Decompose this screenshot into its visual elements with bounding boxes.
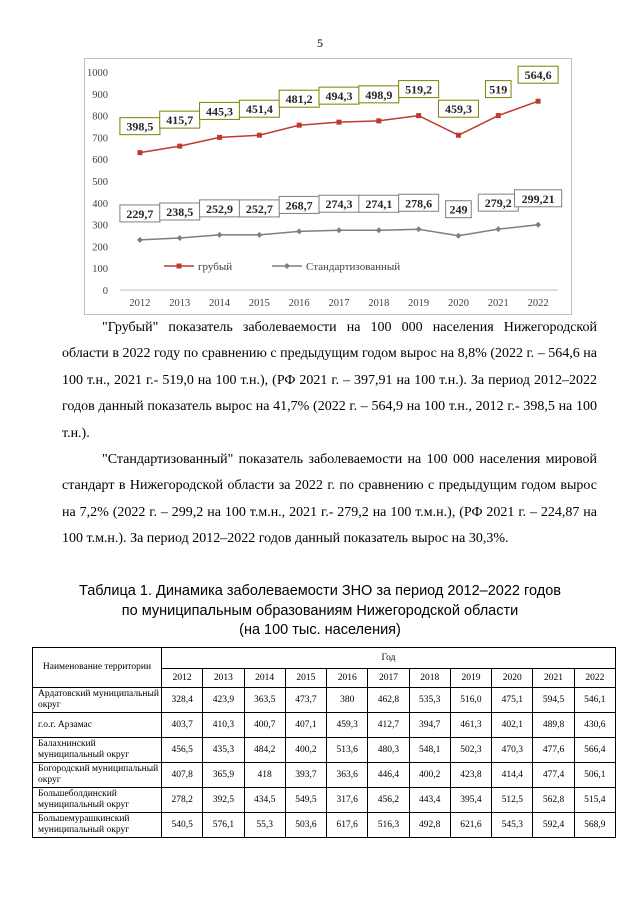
x-tick-label: 2019 [408,298,430,309]
x-tick-label: 2016 [288,298,310,309]
data-label: 519 [489,82,508,97]
table-cell: 402,1 [492,713,533,738]
table-cell: 546,1 [574,688,615,713]
data-label: 252,9 [206,201,234,216]
y-tick-label: 500 [92,177,108,188]
year-column-header: 2015 [285,669,326,688]
table-row [33,813,616,838]
data-label: 229,7 [126,206,154,221]
data-point [257,133,262,138]
data-label: 459,3 [444,102,472,117]
data-label: 252,7 [245,201,273,216]
data-point [137,150,142,155]
line-chart [84,58,572,315]
table-cell: 480,3 [368,738,409,763]
table-cell: 365,9 [203,763,244,788]
data-label: 451,4 [245,102,273,117]
data-label: 299,21 [521,191,555,206]
data-label: 445,3 [206,104,234,119]
table-row [33,738,616,763]
table-cell: 484,2 [244,738,285,763]
table-row [33,763,616,788]
y-tick-label: 600 [92,155,108,167]
year-column-header: 2021 [533,669,574,688]
incidence-table [32,647,616,838]
y-tick-label: 1000 [87,68,108,79]
table-cell: 392,5 [203,788,244,813]
table-cell: 516,3 [368,813,409,838]
table-cell: 317,6 [327,788,368,813]
data-label: 238,5 [166,205,194,220]
table-cell: 477,6 [533,738,574,763]
data-label: 249 [449,202,468,217]
data-label: 494,3 [325,89,353,104]
table-cell: 456,5 [162,738,203,763]
territory-name: г.о.г. Арзамас [33,713,162,738]
table-cell: 434,5 [244,788,285,813]
x-tick-label: 2017 [328,298,350,309]
territory-header: Наименование территории [33,648,162,688]
table-cell: 412,7 [368,713,409,738]
table-cell: 594,5 [533,688,574,713]
x-tick-label: 2020 [447,298,469,309]
data-label: 274,1 [365,197,393,212]
territory-name: Балахнинский муниципальный округ [33,738,162,763]
table-cell: 489,8 [533,713,574,738]
table-cell: 535,3 [409,688,450,713]
data-point [416,113,421,118]
table-cell: 394,7 [409,713,450,738]
table-cell: 492,8 [409,813,450,838]
table-cell: 473,7 [285,688,326,713]
table-caption [0,582,640,641]
table-cell: 506,1 [574,763,615,788]
y-tick-label: 400 [92,198,108,210]
table-cell: 278,2 [162,788,203,813]
data-point [536,99,541,104]
year-column-header: 2017 [368,669,409,688]
x-tick-label: 2018 [368,298,390,309]
table-cell: 475,1 [492,688,533,713]
table-cell: 462,8 [368,688,409,713]
table-cell: 617,6 [327,813,368,838]
table-cell: 395,4 [450,788,491,813]
year-column-header: 2016 [327,669,368,688]
year-column-header: 2018 [409,669,450,688]
legend-label: Стандартизованный [306,261,401,273]
data-point [217,135,222,140]
table-cell: 407,1 [285,713,326,738]
year-column-header: 2014 [244,669,285,688]
table-cell: 393,7 [285,763,326,788]
x-tick-label: 2021 [487,298,509,309]
table-cell: 55,3 [244,813,285,838]
data-label: 519,2 [405,82,433,97]
table-cell: 380 [327,688,368,713]
x-tick-label: 2012 [129,298,151,309]
data-label: 415,7 [166,113,194,128]
table-cell: 470,3 [492,738,533,763]
table-cell: 456,2 [368,788,409,813]
table-cell: 576,1 [203,813,244,838]
table-cell: 512,5 [492,788,533,813]
y-tick-label: 200 [92,242,108,254]
table-cell: 513,6 [327,738,368,763]
table-cell: 407,8 [162,763,203,788]
table-cell: 410,3 [203,713,244,738]
year-column-header: 2022 [574,669,615,688]
table-cell: 515,4 [574,788,615,813]
table-cell: 549,5 [285,788,326,813]
table-row [33,713,616,738]
table-cell: 592,4 [533,813,574,838]
paragraph-standardized-rate: "Стандартизованный" показатель заболеваемости на 100 000 населения мировой стандарт в Нижегородской области за 2022 г. по сравнению с предыдущим годом вырос на 7,2% (2022 г. – 299,2 на 100 т.м.н., 2021 г.- 279,2 на 100 т.м.н.), (РФ 2021 г. – 224,87 на 100 т.м.н.). За период 2012–2022 годов данный показатель вырос на 30,3%. [62,452,597,547]
incidence-chart [84,58,572,315]
data-point [376,118,381,123]
table-row [33,788,616,813]
table-cell: 461,3 [450,713,491,738]
year-header: Год [162,648,616,669]
territory-name: Богородский муниципальный округ [33,763,162,788]
table-cell: 477,4 [533,763,574,788]
table-cell: 548,1 [409,738,450,763]
table-cell: 443,4 [409,788,450,813]
data-point [297,123,302,128]
legend-marker [177,264,182,269]
data-label: 274,3 [325,197,353,212]
territory-name: Большеболдинский муниципальный округ [33,788,162,813]
data-label: 279,2 [484,196,512,211]
y-tick-label: 100 [92,264,108,276]
legend-label: грубый [198,261,233,273]
year-column-header: 2020 [492,669,533,688]
x-tick-label: 2013 [169,298,191,309]
table-cell: 503,6 [285,813,326,838]
data-label: 398,5 [126,119,154,134]
data-label: 498,9 [365,87,393,102]
table-cell: 459,3 [327,713,368,738]
x-tick-label: 2022 [527,298,549,309]
table-cell: 423,9 [203,688,244,713]
caption-line-3: (на 100 тыс. населения) [239,622,401,638]
data-label: 278,6 [405,196,433,211]
table-row [33,688,616,713]
x-tick-label: 2015 [248,298,270,309]
table-cell: 400,7 [244,713,285,738]
caption-line-2: по муниципальным образованиям Нижегородской области [121,602,519,619]
paragraph-crude-rate: "Грубый" показатель заболеваемости на 100 000 населения Нижегородской области в 2022 году по сравнению с предыдущим годом вырос на 8,8% (2022 г. – 564,6 на 100 т.н., 2021 г.- 519,0 на 100 т.н.), (РФ 2021 г. – 397,91 на 100 т.н.). За период 2012–2022 годов данный показатель вырос на 41,7% (2022 г. – 564,9 на 100 т.н., 2012 г.- 398,5 на 100 т.н.). [62,320,597,441]
table-cell: 502,3 [450,738,491,763]
data-point [496,113,501,118]
data-point [177,144,182,149]
data-point [456,133,461,138]
table-cell: 568,9 [574,813,615,838]
y-tick-label: 800 [92,111,108,123]
territory-name: Большемурашкинский муниципальный округ [33,813,162,838]
data-label: 268,7 [285,198,313,213]
table-cell: 328,4 [162,688,203,713]
data-label: 481,2 [285,92,313,107]
table-cell: 540,5 [162,813,203,838]
table-cell: 430,6 [574,713,615,738]
y-tick-label: 700 [92,133,108,145]
data-label: 564,6 [524,68,552,83]
table-cell: 562,8 [533,788,574,813]
table-cell: 400,2 [285,738,326,763]
data-point [337,120,342,125]
page-number: 5 [317,36,323,50]
year-column-header: 2012 [162,669,203,688]
table-cell: 403,7 [162,713,203,738]
table-cell: 435,3 [203,738,244,763]
year-column-header: 2013 [203,669,244,688]
x-tick-label: 2014 [209,298,231,309]
table-cell: 621,6 [450,813,491,838]
y-tick-label: 300 [92,220,108,232]
table-cell: 545,3 [492,813,533,838]
year-column-header: 2019 [450,669,491,688]
table-cell: 363,5 [244,688,285,713]
table-cell: 516,0 [450,688,491,713]
table-cell: 363,6 [327,763,368,788]
table-cell: 418 [244,763,285,788]
table-cell: 446,4 [368,763,409,788]
table-cell: 414,4 [492,763,533,788]
table-cell: 566,4 [574,738,615,763]
territory-name: Ардатовский муниципальный округ [33,688,162,713]
table-cell: 400,2 [409,763,450,788]
table-body [33,688,616,838]
y-tick-label: 900 [92,89,108,101]
caption-line-1: Таблица 1. Динамика заболеваемости ЗНО за период 2012–2022 годов [79,583,561,599]
table-cell: 423,8 [450,763,491,788]
y-tick-label: 0 [102,286,108,297]
